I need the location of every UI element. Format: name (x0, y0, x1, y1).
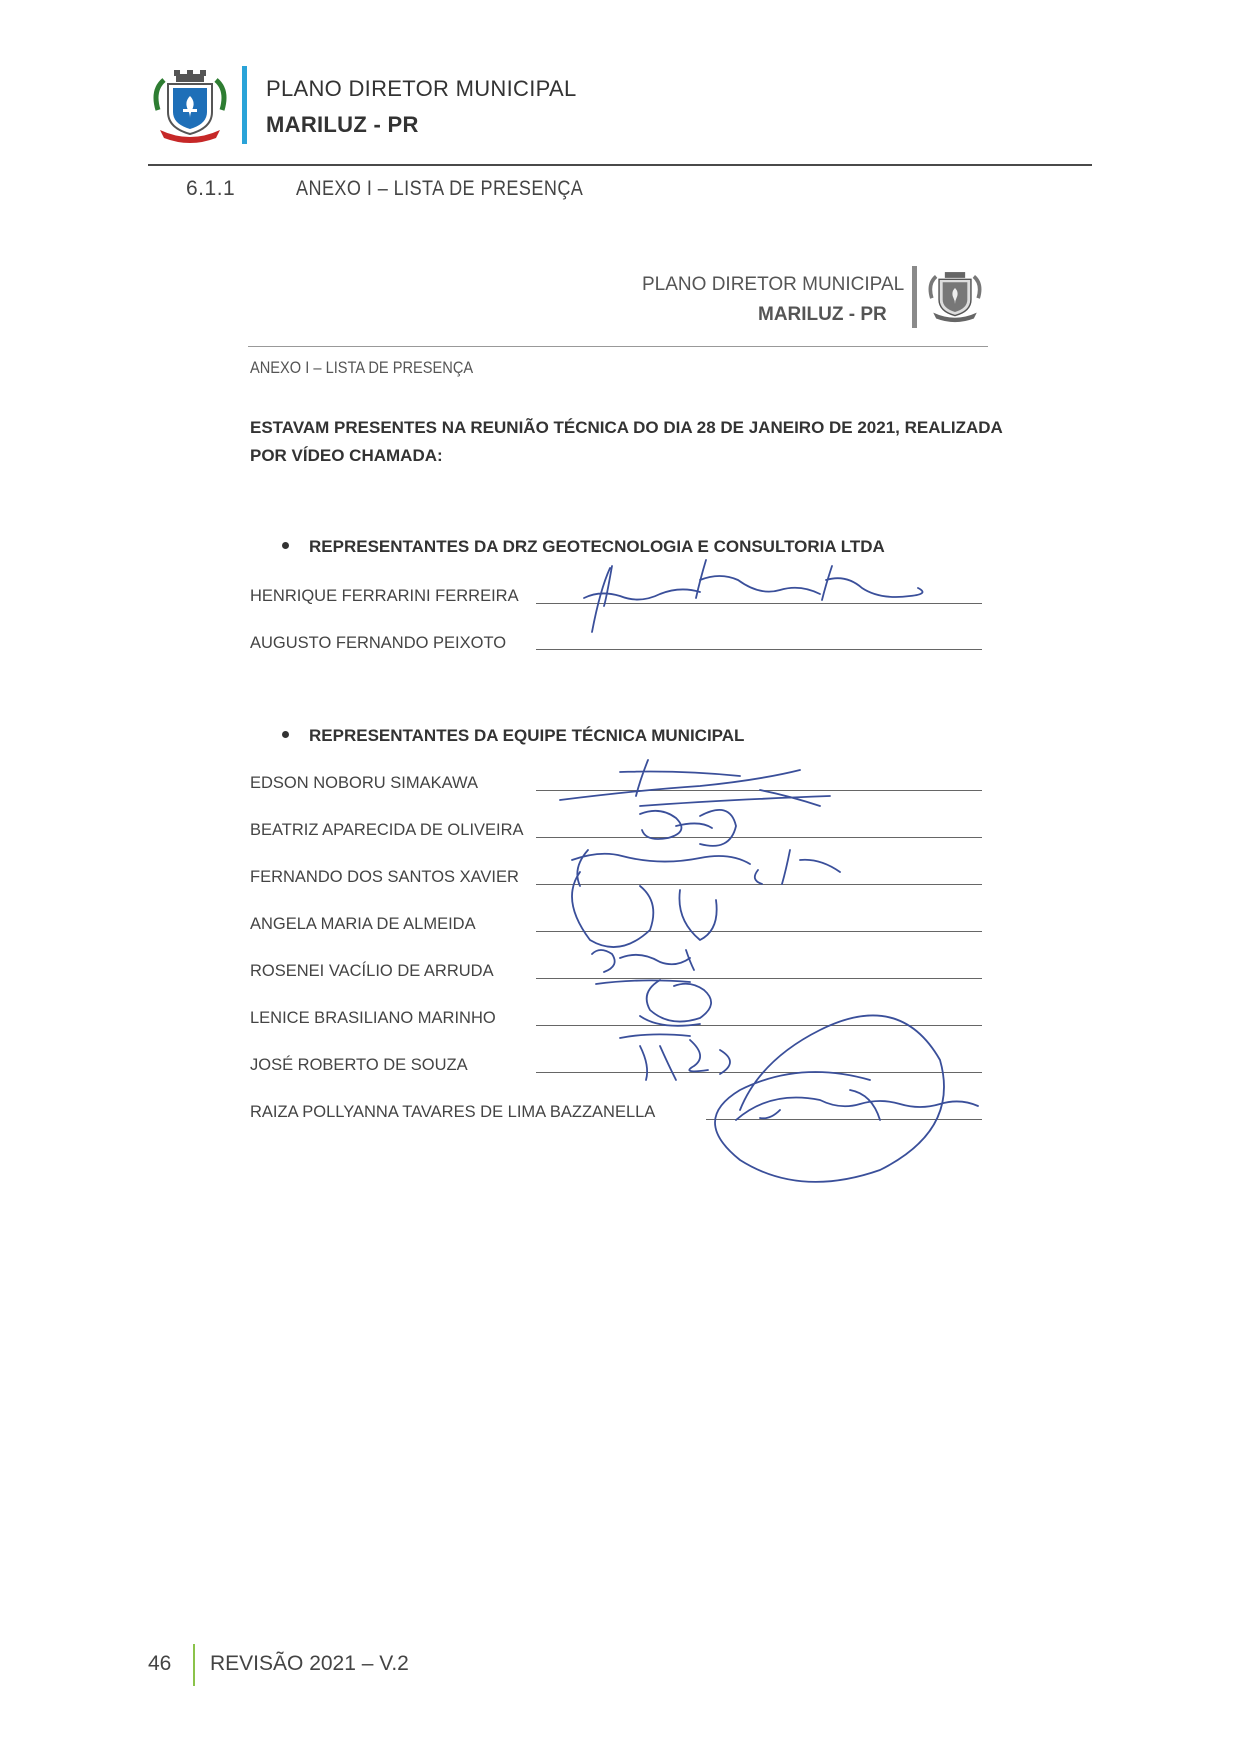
attendee-name: RAIZA POLLYANNA TAVARES DE LIMA BAZZANELLA (250, 1103, 656, 1121)
header-accent-bar (242, 66, 247, 144)
group-heading-label: REPRESENTANTES DA EQUIPE TÉCNICA MUNICIPAL (309, 726, 745, 745)
scan-header-title: PLANO DIRETOR MUNICIPAL (642, 274, 905, 295)
scan-section-title: ANEXO I – LISTA DE PRESENÇA (250, 358, 474, 377)
attendee-name: ANGELA MARIA DE ALMEIDA (250, 915, 476, 933)
footer-divider (193, 1644, 195, 1686)
section-title: ANEXO I – LISTA DE PRESENÇA (296, 177, 584, 200)
group-heading-drz (282, 537, 885, 557)
signature-line (536, 884, 982, 885)
municipal-crest-logo (150, 70, 230, 144)
revision-label: REVISÃO 2021 – V.2 (210, 1652, 409, 1675)
group-heading-municipal (282, 726, 744, 746)
scan-header-bar (912, 266, 917, 328)
header-title: PLANO DIRETOR MUNICIPAL (266, 76, 577, 101)
attendee-name: JOSÉ ROBERTO DE SOUZA (250, 1056, 468, 1074)
section-number: 6.1.1 (186, 177, 236, 200)
attendee-name: LENICE BRASILIANO MARINHO (250, 1009, 496, 1027)
page-number: 46 (148, 1652, 172, 1675)
signature-line (536, 978, 982, 979)
scan-header-subtitle: MARILUZ - PR (758, 304, 887, 325)
attendee-name: AUGUSTO FERNANDO PEIXOTO (250, 634, 507, 652)
scan-header-divider (248, 346, 988, 347)
attendee-name: EDSON NOBORU SIMAKAWA (250, 774, 478, 792)
signature-line (536, 1025, 982, 1026)
header-subtitle: MARILUZ - PR (266, 112, 419, 137)
group-heading-label: REPRESENTANTES DA DRZ GEOTECNOLOGIA E CONSULTORIA LTDA (309, 537, 885, 556)
attendee-name: HENRIQUE FERRARINI FERREIRA (250, 587, 519, 605)
signature-line (536, 837, 982, 838)
bullet-icon (282, 542, 289, 549)
signature-line (536, 931, 982, 932)
attendance-statement: ESTAVAM PRESENTES NA REUNIÃO TÉCNICA DO DIA 28 DE JANEIRO DE 2021, REALIZADA POR VÍDEO CHAMADA: (250, 418, 1003, 465)
attendee-name: BEATRIZ APARECIDA DE OLIVEIRA (250, 821, 524, 839)
signature-line (536, 1072, 982, 1073)
signature-line (706, 1119, 982, 1120)
bullet-icon (282, 731, 289, 738)
attendee-name: FERNANDO DOS SANTOS XAVIER (250, 868, 519, 886)
header-divider (148, 164, 1092, 166)
signature-line (536, 790, 982, 791)
signature-line (536, 649, 982, 650)
attendee-name: ROSENEI VACÍLIO DE ARRUDA (250, 962, 494, 980)
signature-line (536, 603, 982, 604)
scan-crest-logo (926, 268, 984, 324)
